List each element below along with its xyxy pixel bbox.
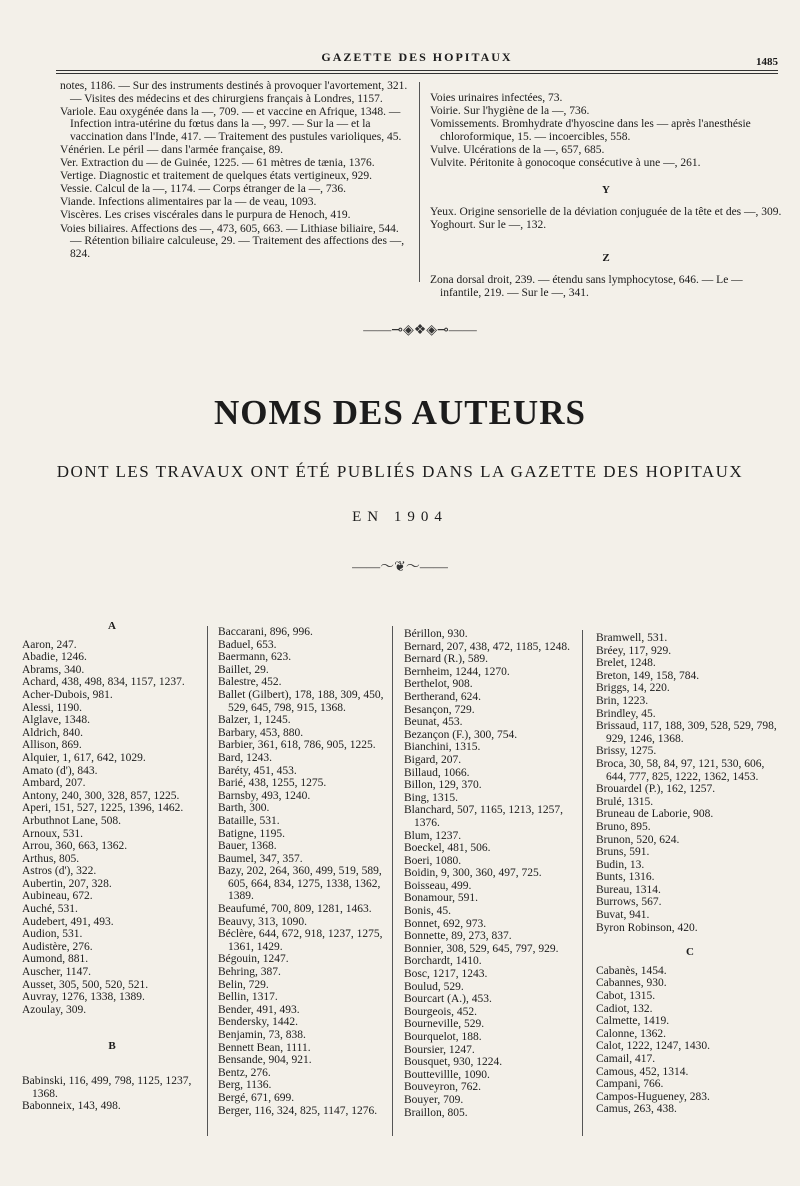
top-left-column: [60, 80, 408, 261]
index-entry: Viande. Infections alimentaires par la — de veau, 1093.: [60, 196, 317, 209]
author-entry: Briggs, 14, 220.: [596, 682, 670, 695]
author-entry: Bruno, 895.: [596, 820, 651, 833]
author-entry: Berthelot, 908.: [404, 678, 473, 691]
section-title: NOMS DES AUTEURS: [214, 393, 586, 432]
index-divider-2: [392, 626, 393, 1136]
author-entry: Béclère, 644, 672, 918, 1237, 1275, 1361, 1429.: [218, 928, 383, 953]
author-entry: Bertherand, 624.: [404, 690, 481, 703]
author-entry: Bréey, 117, 929.: [596, 644, 672, 657]
author-entry: Abadie, 1246.: [22, 651, 87, 664]
index-entry: Vulvite. Péritonite à gonocoque consécutive à une —, 261.: [430, 156, 701, 169]
index-entry: Voies urinaires infectées, 73.: [430, 92, 563, 104]
author-entry: Azoulay, 309.: [22, 1003, 87, 1016]
author-entry: Audion, 531.: [22, 928, 83, 941]
index-entry: Zona dorsal droit, 239. — étendu sans lymphocytose, 646. — Le — infantile, 219. — Sur le —, 341.: [430, 274, 743, 300]
author-entry: Bennett Bean, 1111.: [218, 1041, 311, 1054]
index-column-3: [404, 628, 576, 1119]
section-subtitle: DONT LES TRAVAUX ONT ÉTÉ PUBLIÉS DANS LA GAZETTE DES HOPITAUX: [56, 462, 744, 481]
letter-y: Y: [602, 183, 610, 196]
author-entry: Bing, 1315.: [404, 791, 458, 804]
author-entry: Billaud, 1066.: [404, 766, 470, 779]
author-entry: Bonnette, 89, 273, 837.: [404, 930, 512, 943]
author-entry: Beunat, 453.: [404, 716, 463, 729]
author-entry: Auvray, 1276, 1338, 1389.: [22, 991, 145, 1004]
author-entry: Ballet (Gilbert), 178, 188, 309, 450, 529, 645, 798, 915, 1368.: [218, 688, 384, 714]
index-entry: Vessie. Calcul de la —, 1174. — Corps étranger de la —, 736.: [60, 183, 347, 196]
author-entry: Barnsby, 493, 1240.: [218, 789, 311, 802]
author-entry: Bensande, 904, 921.: [218, 1054, 312, 1067]
letter-b: B: [108, 1040, 116, 1053]
author-entry: Bauer, 1368.: [218, 840, 277, 853]
author-entry: Bégouin, 1247.: [218, 953, 289, 966]
author-entry: Cabot, 1315.: [596, 990, 656, 1003]
author-entry: Campos-Hugueney, 283.: [596, 1090, 710, 1103]
author-entry: Brouardel (P.), 162, 1257.: [596, 783, 716, 796]
author-entry: Bentz, 276.: [218, 1066, 271, 1079]
author-entry: Aubineau, 672.: [22, 890, 93, 903]
author-entry: Bureau, 1314.: [596, 883, 661, 896]
author-entry: Baccarani, 896, 996.: [218, 626, 313, 638]
author-entry: Boursier, 1247.: [404, 1043, 475, 1056]
author-entry: Batigne, 1195.: [218, 827, 285, 840]
author-entry: Astros (d'), 322.: [22, 865, 97, 878]
author-entry: Audistère, 276.: [22, 940, 93, 953]
running-header: [56, 46, 778, 68]
author-entry: Arrou, 360, 663, 1362.: [22, 840, 128, 853]
author-entry: Baermann, 623.: [218, 651, 292, 664]
author-entry: Arbuthnot Lane, 508.: [22, 814, 122, 827]
index-entry: notes, 1186. — Sur des instruments destinés à provoquer l'avortement, 321. — Visites des médecins et des chirurgiens français à Londres, 1157.: [60, 80, 408, 105]
author-entry: Benjamin, 73, 838.: [218, 1029, 306, 1041]
author-entry: Aperi, 151, 527, 1225, 1396, 1462.: [22, 802, 184, 815]
author-entry: Bourcart (A.), 453.: [404, 993, 492, 1006]
author-entry: Bender, 491, 493.: [218, 1003, 300, 1016]
index-entry: Viscères. Les crises viscérales dans le purpura de Henoch, 419.: [60, 209, 351, 222]
author-entry: Alessi, 1190.: [22, 701, 82, 714]
author-entry: Bonnier, 308, 529, 645, 797, 929.: [404, 942, 559, 955]
author-entry: Breton, 149, 158, 784.: [596, 669, 700, 682]
top-right-column: [430, 92, 782, 300]
author-entry: Barié, 438, 1255, 1275.: [218, 777, 327, 790]
author-entry: Bernard, 207, 438, 472, 1185, 1248.: [404, 640, 570, 653]
author-entry: Brin, 1223.: [596, 694, 649, 707]
author-entry: Broca, 30, 58, 84, 97, 121, 530, 606, 644, 777, 825, 1222, 1362, 1453.: [596, 757, 765, 783]
index-entry: Vulve. Ulcérations de la —, 657, 685.: [430, 143, 605, 156]
author-entry: Bousquet, 930, 1224.: [404, 1056, 503, 1069]
author-entry: Bellin, 1317.: [218, 991, 278, 1004]
author-entry: Brelet, 1248.: [596, 657, 656, 670]
header-rule: [56, 70, 778, 71]
column-divider: [419, 82, 420, 282]
author-entry: Borchardt, 1410.: [404, 955, 482, 968]
author-entry: Bruns, 591.: [596, 846, 650, 859]
author-entry: Aubertin, 207, 328.: [22, 877, 112, 890]
author-entry: Byron Robinson, 420.: [596, 921, 698, 934]
author-entry: Ambard, 207.: [22, 777, 86, 790]
index-divider-3: [582, 630, 583, 1136]
header-rule-2: [56, 73, 778, 74]
author-entry: Alquier, 1, 617, 642, 1029.: [22, 751, 146, 764]
letter-z: Z: [602, 251, 610, 264]
author-entry: Burrows, 567.: [596, 896, 662, 909]
author-entry: Abrams, 340.: [22, 663, 85, 676]
author-entry: Bonnet, 692, 973.: [404, 917, 487, 930]
author-entry: Blum, 1237.: [404, 829, 462, 842]
index-column-4: [596, 632, 784, 1116]
index-entry: Yoghourt. Sur le —, 132.: [430, 219, 547, 232]
author-entry: Bourquelot, 188.: [404, 1031, 482, 1043]
author-entry: Boisseau, 499.: [404, 879, 472, 892]
index-entry: Vénérien. Le péril — dans l'armée française, 89.: [60, 143, 284, 156]
author-entry: Arthus, 805.: [22, 852, 80, 865]
author-entry: Beauvy, 313, 1090.: [218, 915, 308, 928]
author-entry: Achard, 438, 498, 834, 1157, 1237.: [22, 676, 185, 689]
author-entry: Bergé, 671, 699.: [218, 1091, 295, 1104]
author-entry: Bazy, 202, 264, 360, 499, 519, 589, 605, 664, 834, 1275, 1338, 1362, 1389.: [218, 865, 382, 903]
author-entry: Bendersky, 1442.: [218, 1016, 299, 1029]
author-entry: Auché, 531.: [22, 903, 78, 916]
author-entry: Balzer, 1, 1245.: [218, 714, 291, 727]
author-entry: Brissy, 1275.: [596, 745, 657, 758]
author-entry: Amato (d'), 843.: [22, 764, 98, 777]
ornament-divider: ——⊸◈❖◈⊸——: [363, 323, 477, 338]
author-entry: Beaufumé, 700, 809, 1281, 1463.: [218, 903, 372, 916]
letter-a: A: [108, 620, 116, 632]
author-entry: Ausset, 305, 500, 520, 521.: [22, 978, 149, 991]
author-entry: Aldrich, 840.: [22, 726, 84, 739]
author-entry: Bouttevillle, 1090.: [404, 1068, 490, 1081]
author-entry: Bernard (R.), 589.: [404, 653, 488, 666]
author-entry: Bezançon (F.), 300, 754.: [404, 728, 518, 741]
author-entry: Bernheim, 1244, 1270.: [404, 665, 510, 678]
author-entry: Calot, 1222, 1247, 1430.: [596, 1040, 711, 1053]
author-entry: Besançon, 729.: [404, 703, 475, 716]
author-entry: Belin, 729.: [218, 978, 269, 991]
author-entry: Baumel, 347, 357.: [218, 852, 303, 865]
author-entry: Auscher, 1147.: [22, 966, 92, 979]
author-entry: Antony, 240, 300, 328, 857, 1225.: [22, 789, 180, 802]
author-entry: Berger, 116, 324, 825, 1147, 1276.: [218, 1104, 378, 1117]
author-entry: Brunon, 520, 624.: [596, 833, 680, 846]
author-entry: Acher-Dubois, 981.: [22, 688, 113, 701]
author-entry: Bourgeois, 452.: [404, 1005, 477, 1018]
author-entry: Cabannes, 930.: [596, 977, 667, 990]
author-entry: Bigard, 207.: [404, 753, 462, 766]
author-entry: Boeri, 1080.: [404, 854, 462, 867]
section-year: EN 1904: [352, 509, 448, 525]
author-entry: Balestre, 452.: [218, 676, 282, 689]
author-entry: Brulé, 1315.: [596, 795, 654, 808]
author-entry: Bataille, 531.: [218, 814, 280, 827]
index-entry: Variole. Eau oxygénée dans la —, 709. — et vaccine en Afrique, 1348. — Infection intra-utérine du fœtus dans la —, 997. — Sur la — et la vaccination dans l'Inde, 417. — Traitement des pustules varioliques, 45.: [60, 105, 402, 143]
author-entry: Boidin, 9, 300, 360, 497, 725.: [404, 867, 542, 880]
author-entry: Camail, 417.: [596, 1053, 656, 1065]
author-entry: Arnoux, 531.: [22, 827, 84, 840]
journal-title: GAZETTE DES HOPITAUX: [321, 50, 513, 64]
author-entry: Bouveyron, 762.: [404, 1081, 481, 1094]
author-entry: Calonne, 1362.: [596, 1027, 666, 1040]
author-entry: Bunts, 1316.: [596, 871, 655, 884]
author-entry: Bramwell, 531.: [596, 632, 668, 644]
author-entry: Bruneau de Laborie, 908.: [596, 808, 714, 821]
author-entry: Brissaud, 117, 188, 309, 528, 529, 798, 929, 1246, 1368.: [596, 720, 777, 745]
author-entry: Babinski, 116, 499, 798, 1125, 1237, 1368.: [22, 1075, 192, 1100]
author-entry: Camus, 263, 438.: [596, 1103, 677, 1116]
author-entry: Bosc, 1217, 1243.: [404, 968, 488, 981]
index-divider-1: [207, 626, 208, 1136]
letter-c: C: [686, 946, 694, 959]
index-entry: Voirie. Sur l'hygiène de la —, 736.: [430, 105, 590, 118]
author-entry: Barth, 300.: [218, 802, 270, 815]
author-entry: Berg, 1136.: [218, 1079, 272, 1092]
author-entry: Cadiot, 132.: [596, 1002, 653, 1015]
author-entry: Baduel, 653.: [218, 638, 277, 651]
author-entry: Baillet, 29.: [218, 663, 269, 676]
index-column-1: [22, 620, 202, 1113]
author-entry: Bianchini, 1315.: [404, 741, 481, 754]
author-entry: Bonis, 45.: [404, 905, 451, 918]
author-entry: Baréty, 451, 453.: [218, 764, 297, 777]
author-entry: Barbier, 361, 618, 786, 905, 1225.: [218, 739, 376, 752]
author-entry: Aaron, 247.: [22, 638, 77, 651]
author-entry: Cabanès, 1454.: [596, 964, 667, 977]
author-entry: Aumond, 881.: [22, 953, 89, 966]
author-entry: Behring, 387.: [218, 966, 281, 979]
author-entry: Campani, 766.: [596, 1078, 664, 1091]
author-entry: Boulud, 529.: [404, 980, 464, 993]
author-entry: Audebert, 491, 493.: [22, 915, 114, 928]
page-number: 1485: [756, 56, 778, 68]
author-entry: Bérillon, 930.: [404, 628, 468, 640]
author-entry: Calmette, 1419.: [596, 1015, 670, 1028]
author-entry: Barbary, 453, 880.: [218, 726, 304, 739]
author-entry: Blanchard, 507, 1165, 1213, 1257, 1376.: [404, 804, 563, 829]
index-column-2: [218, 626, 386, 1117]
index-entry: Ver. Extraction du — de Guinée, 1225. — 61 mètres de tænia, 1376.: [60, 157, 375, 170]
author-entry: Budin, 13.: [596, 858, 645, 871]
index-entry: Yeux. Origine sensorielle de la déviation conjuguée de la tête et des —, 309.: [430, 206, 782, 219]
author-entry: Alglave, 1348.: [22, 714, 91, 727]
author-entry: Boeckel, 481, 506.: [404, 842, 491, 855]
author-entry: Brindley, 45.: [596, 707, 656, 720]
author-entry: Billon, 129, 370.: [404, 779, 482, 792]
author-entry: Bourneville, 529.: [404, 1018, 485, 1031]
ornament-flourish: ——〜❦〜——: [352, 560, 448, 575]
author-entry: Allison, 869.: [22, 739, 82, 752]
author-entry: Braillon, 805.: [404, 1106, 468, 1119]
author-entry: Bouyer, 709.: [404, 1093, 464, 1106]
index-entry: Voies biliaires. Affections des —, 473, 605, 663. — Lithiase biliaire, 544. — Rétention biliaire calculeuse, 29. — Traitement des affections des —, 824.: [60, 222, 405, 260]
author-entry: Bard, 1243.: [218, 751, 272, 764]
index-entry: Vertige. Diagnostic et traitement de quelques états vertigineux, 929.: [60, 170, 373, 183]
author-entry: Babonneix, 143, 498.: [22, 1100, 121, 1113]
author-entry: Camous, 452, 1314.: [596, 1065, 689, 1078]
index-entry: Vomissements. Bromhydrate d'hyoscine dans les — après l'anesthésie chloroformique, 15. — incoercibles, 558.: [430, 118, 751, 143]
author-entry: Bonamour, 591.: [404, 892, 478, 905]
author-entry: Buvat, 941.: [596, 909, 650, 922]
